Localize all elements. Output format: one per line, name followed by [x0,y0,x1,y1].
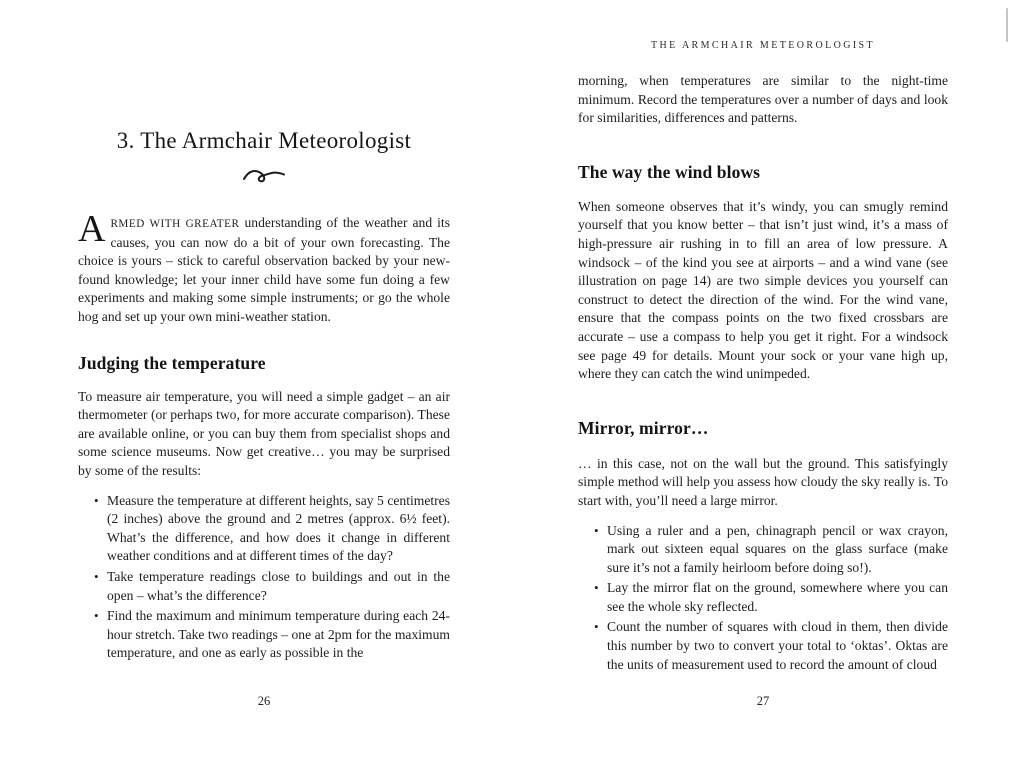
left-page [78,0,450,761]
wind-paragraph: When someone observes that it’s windy, you can smugly remind yourself that you know better – that isn’t just wind, it’s a mass of high-pressure air rushing in to fill an area of low pressure. A windsock – of the kind you see at airports – and a wind vane (see illustration on page 14) are two simple devices you yourself can construct to detect the direction of the wind. For the wind vane, ensure that the compass points on the two fixed crossbars are accurate – use a compass to help you get it right. For a windsock see page 49 for details. Mount your sock or your vane high up, where they can catch the wind unimpeded. [578,198,948,382]
continuation-paragraph: morning, when temperatures are similar to the night-time minimum. Record the temperatures over a number of days and look for similarities, differences and patterns. [578,73,948,126]
heading-the-way-the-wind-blows: The way the wind blows [578,161,761,182]
intro-text: understanding of the weather and its causes, you can now do a bit of your own forecasting. The choice is yours – stick to careful observation backed by your new-found knowledge; let your inner child have some fun doing a few experiments and making some simple instruments; or go the whole hog and set up your own mini-weather station. [78,215,450,324]
temperature-bullet-list [78,492,450,663]
intro-paragraph [78,208,450,327]
list-item: • Count the number of squares with cloud in them, then divide this number by two to convert your total to ‘oktas’. Oktas are the units of measurement used to record the amount of cloud [594,618,948,674]
intro-lead-smallcaps: RMED WITH GREATER [110,218,240,230]
mirror-paragraph: … in this case, not on the wall but the ground. This satisfyingly simple method will help you assess how cloudy the sky really is. To start with, you’ll need a large mirror. [578,455,948,508]
page-number-left: 26 [257,694,271,708]
chapter-title: 3. The Armchair Meteorologist [116,128,412,153]
list-item: • Find the maximum and minimum temperature during each 24-hour stretch. Take two readings – one at 2pm for the maximum temperature, and one as early as possible in the [94,607,450,663]
scrollbar-thumb[interactable] [1006,8,1008,42]
running-head: THE ARMCHAIR METEOROLOGIST [650,40,876,51]
list-item: • Lay the mirror flat on the ground, somewhere where you can see the whole sky reflected. [594,579,948,616]
temperature-paragraph: To measure air temperature, you will need a simple gadget – an air thermometer (or perhaps two, for more accurate comparison). These are available online, or you can buy them from specialist shops and some science museums. Now get creative… you may be surprised by some of the results: [78,388,450,478]
mirror-bullet-list [578,522,948,675]
chapter-ornament [78,166,450,188]
heading-judging-the-temperature: Judging the temperature [78,352,266,373]
fleuron-icon [241,166,287,186]
list-item: • Measure the temperature at different heights, say 5 centimetres (2 inches) above the ground and 2 metres (approx. 6½ feet). What’s the difference, and how does it change in different weather conditions and at different times of the day? [94,492,450,566]
right-page [578,0,948,761]
list-item: • Using a ruler and a pen, chinagraph pencil or wax crayon, mark out sixteen equal squares on the glass surface (make sure it’s not a family heirloom before doing so!). [594,522,948,578]
list-item: • Take temperature readings close to buildings and out in the open – what’s the difference? [94,568,450,605]
heading-mirror-mirror: Mirror, mirror… [578,417,709,438]
page-number-right: 27 [756,694,770,708]
dropcap: A [78,208,106,250]
